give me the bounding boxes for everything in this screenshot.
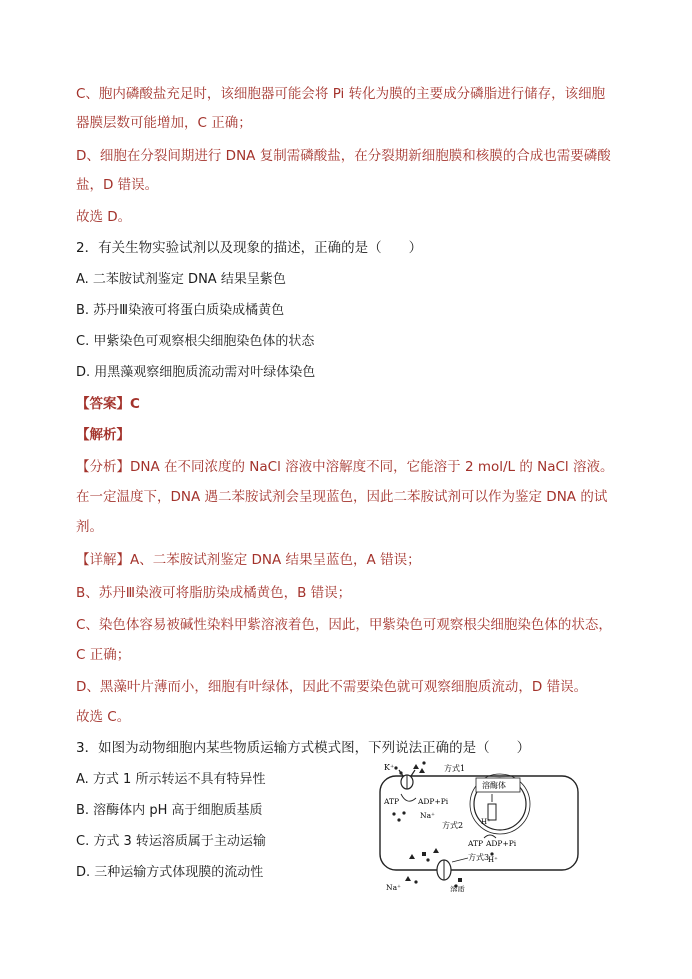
atp1-label: ATP	[384, 797, 400, 806]
q3-stem: 3．如图为动物细胞内某些物质运输方式模式图，下列说法正确的是（ ）	[76, 740, 531, 756]
q2-xiangjie-d: D、黑藻叶片薄而小，细胞有叶绿体，因此不需要染色就可观察细胞质流动，D 错误。	[76, 679, 588, 695]
ion-particles-top	[394, 761, 425, 774]
q2-choose: 故选 C。	[76, 709, 131, 725]
prev-d-line1: D、细胞在分裂间期进行 DNA 复制需磷酸盐，在分裂期新细胞膜和核膜的合成也需要磷酸	[76, 148, 611, 164]
na-plus1-label: Na⁺	[420, 811, 435, 820]
q2-fenxi-line3: 剂。	[76, 519, 103, 535]
q3-option-c: C. 方式 3 转运溶质属于主动运输	[76, 834, 266, 849]
atp2-label: ATP	[468, 839, 484, 848]
h-plus-out-label: H⁺	[488, 856, 498, 864]
lysosome-label: 溶酶体	[482, 781, 506, 790]
q2-xiangjie-b: B、苏丹Ⅲ染液可将脂肪染成橘黄色，B 错误；	[76, 585, 352, 601]
prev-c-line1: C、胞内磷酸盐充足时，该细胞器可能会将 Pi 转化为膜的主要成分磷脂进行储存，该细胞	[76, 86, 606, 102]
prev-d-line2: 盐，D 错误。	[76, 177, 159, 193]
q2-xiangjie-a: 【详解】A、二苯胺试剂鉴定 DNA 结果呈蓝色，A 错误；	[76, 552, 421, 568]
na-particles-in	[392, 811, 405, 821]
mode2-label: 方式2	[442, 821, 464, 830]
adp-pi2-label: ADP+Pi	[486, 839, 517, 848]
q2-xiangjie-c1: C、染色体容易被碱性染料甲紫溶液着色，因此，甲紫染色可观察根尖细胞染色体的状态，	[76, 617, 612, 633]
k-plus-label: K⁺	[384, 763, 395, 772]
solute-particles-in	[409, 848, 439, 862]
q2-option-a: A. 二苯胺试剂鉴定 DNA 结果呈紫色	[76, 272, 286, 287]
mode3-carrier	[437, 860, 451, 880]
transport-diagram	[372, 758, 634, 892]
q2-answer: 【答案】C	[76, 396, 140, 412]
q2-fenxi-line2: 在一定温度下，DNA 遇二苯胺试剂会呈现蓝色，因此二苯胺试剂可以作为鉴定 DNA 的试	[76, 489, 608, 505]
q2-xiangjie-c2: C 正确；	[76, 647, 131, 663]
mode1-label: 方式1	[444, 764, 466, 773]
q2-option-d: D. 用黑藻观察细胞质流动需对叶绿体染色	[76, 365, 316, 380]
q2-analysis-head: 【解析】	[76, 427, 130, 443]
q2-fenxi-line1: 【分析】DNA 在不同浓度的 NaCl 溶液中溶解度不同，它能溶于 2 mol/L 的 NaCl 溶液。	[76, 459, 614, 475]
mode3-label: 方式3	[468, 853, 490, 862]
q3-option-a: A. 方式 1 所示转运不具有特异性	[76, 772, 266, 787]
prev-choose: 故选 D。	[76, 209, 132, 225]
q3-option-b: B. 溶酶体内 pH 高于细胞质基质	[76, 803, 263, 818]
q2-stem: 2．有关生物实验试剂以及现象的描述，正确的是（ ）	[76, 240, 423, 256]
q3-option-d: D. 三种运输方式体现膜的流动性	[76, 865, 264, 880]
q2-option-c: C. 甲紫染色可观察根尖细胞染色体的状态	[76, 334, 315, 349]
solute-label: 溶质	[450, 885, 465, 892]
adp-pi1-label: ADP+Pi	[418, 797, 449, 806]
q2-option-b: B. 苏丹Ⅲ染液可将蛋白质染成橘黄色	[76, 303, 285, 318]
h-plus-in-label: H⁺	[481, 818, 491, 826]
na-plus3-label: Na⁺	[386, 883, 401, 892]
prev-c-line2: 器膜层数可能增加，C 正确；	[76, 115, 252, 131]
